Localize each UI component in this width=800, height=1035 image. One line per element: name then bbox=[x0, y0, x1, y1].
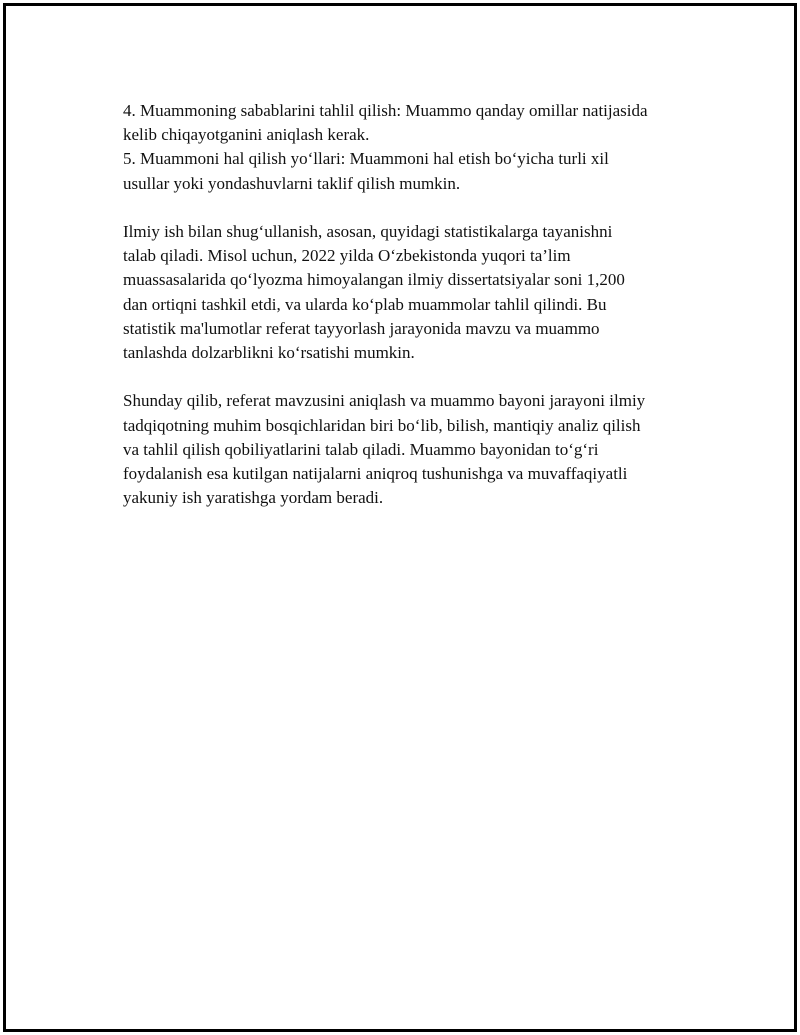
text-line: va tahlil qilish qobiliyatlarini talab qiladi. Muammo bayonidan to‘g‘ri bbox=[123, 439, 599, 459]
text-line: statistik ma'lumotlar referat tayyorlash jarayonida mavzu va muammo bbox=[123, 318, 600, 338]
page bbox=[3, 3, 797, 1032]
text-line: muassasalarida qo‘lyozma himoyalangan ilmiy dissertatsiyalar soni 1,200 bbox=[123, 270, 625, 290]
paragraph-spacer bbox=[123, 365, 703, 389]
text-line: 4. Muammoning sabablarini tahlil qilish: Muammo qanday omillar natijasida bbox=[123, 101, 648, 120]
paragraph bbox=[123, 389, 703, 510]
text-line: Ilmiy ish bilan shug‘ullanish, asosan, quyidagi statistikalarga tayanishni bbox=[123, 222, 613, 241]
text-line: tanlashda dolzarblikni ko‘rsatishi mumkin. bbox=[123, 343, 415, 363]
document-body bbox=[123, 99, 703, 510]
text-line: yakuniy ish yaratishga yordam beradi. bbox=[123, 488, 384, 508]
list-item bbox=[123, 147, 703, 195]
text-line: talab qiladi. Misol uchun, 2022 yilda O‘zbekistonda yuqori ta’lim bbox=[123, 246, 571, 266]
list-item bbox=[123, 99, 703, 147]
paragraph bbox=[123, 220, 703, 365]
text-line: kelib chiqayotganini aniqlash kerak. bbox=[123, 125, 370, 145]
text-line: dan ortiqni tashkil etdi, va ularda ko‘plab muammolar tahlil qilindi. Bu bbox=[123, 294, 607, 314]
paragraph-spacer bbox=[123, 196, 703, 220]
text-line: Shunday qilib, referat mavzusini aniqlash va muammo bayoni jarayoni ilmiy bbox=[123, 391, 646, 411]
text-line: 5. Muammoni hal qilish yo‘llari: Muammoni hal etish bo‘yicha turli xil bbox=[123, 149, 609, 169]
text-line: tadqiqotning muhim bosqichlaridan biri bo‘lib, bilish, mantiqiy analiz qilish bbox=[123, 415, 641, 435]
text-line: foydalanish esa kutilgan natijalarni aniqroq tushunishga va muvaffaqiyatli bbox=[123, 464, 628, 484]
text-line: usullar yoki yondashuvlarni taklif qilish mumkin. bbox=[123, 173, 461, 193]
